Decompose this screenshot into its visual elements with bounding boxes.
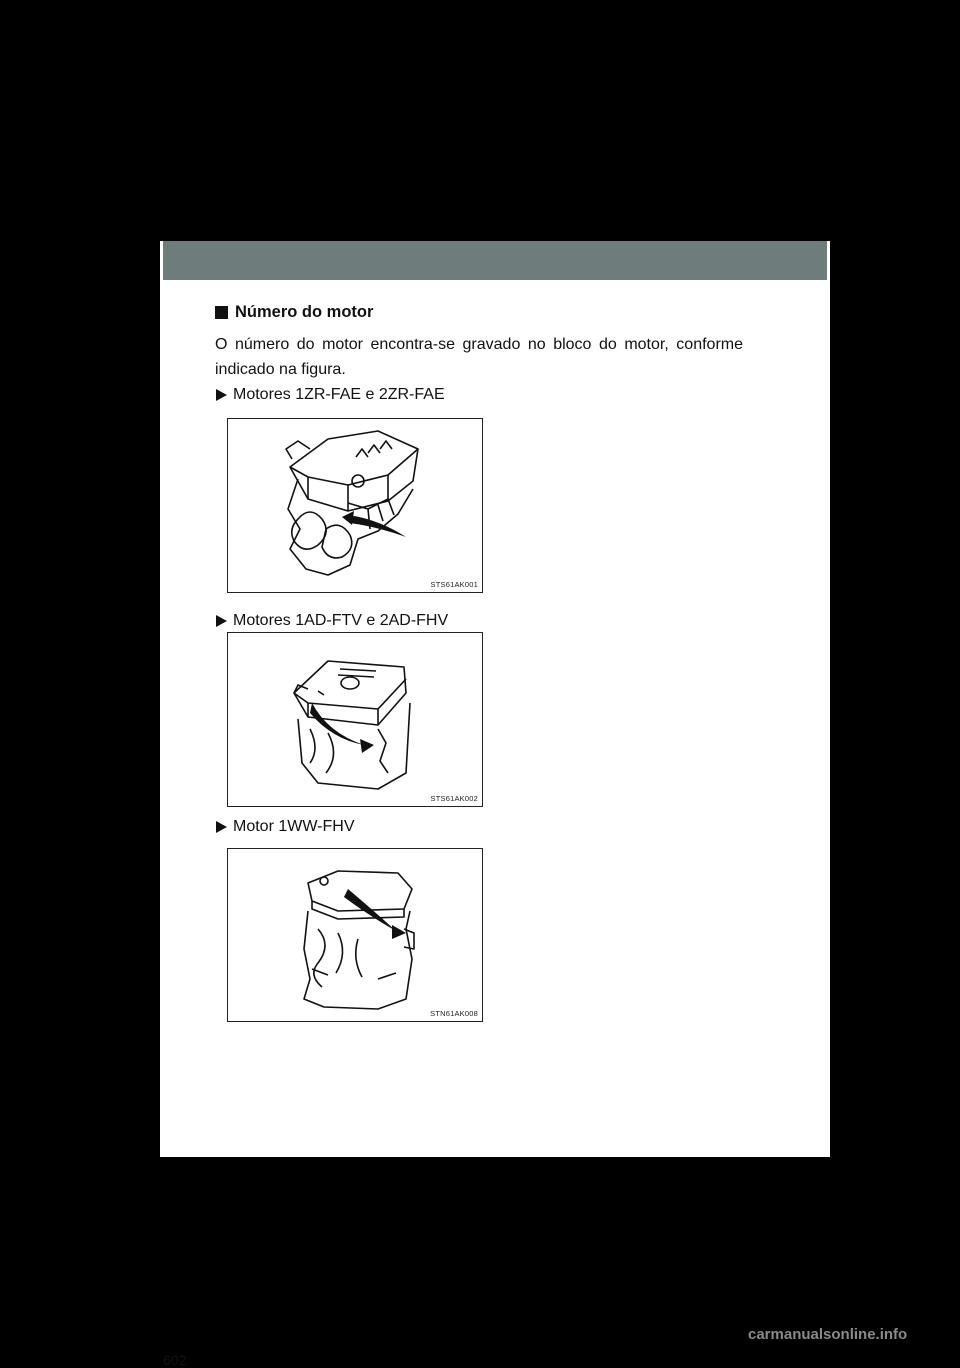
engine-label-3: [216, 818, 354, 836]
triangle-bullet-icon: [216, 821, 227, 833]
engine-label-text: Motores 1ZR-FAE e 2ZR-FAE: [233, 386, 445, 403]
engine-figure-1: [227, 418, 483, 593]
section-title-text: Número do motor: [235, 303, 374, 321]
engine-figure-2: [227, 632, 483, 807]
engine-label-text: Motor 1WW-FHV: [233, 818, 355, 835]
section-title: [215, 303, 373, 322]
triangle-bullet-icon: [216, 615, 227, 627]
section-body: O número do motor encontra-se gravado no bloco do motor, conforme indicado na figura.: [215, 336, 743, 378]
header-band: [163, 241, 827, 280]
engine-1ad-illustration: [228, 633, 482, 806]
square-bullet-icon: [215, 306, 228, 319]
triangle-bullet-icon: [216, 389, 227, 401]
engine-1ww-illustration: [228, 849, 482, 1021]
engine-label-text: Motores 1AD-FTV e 2AD-FHV: [233, 612, 449, 629]
engine-figure-3: [227, 848, 483, 1022]
engine-label-2: [216, 612, 448, 630]
figure-code-2: STS61AK002: [430, 794, 478, 803]
engine-1zr-illustration: [228, 419, 482, 592]
watermark[interactable]: carmanualsonline.info: [748, 1326, 908, 1343]
figure-code-3: STN61AK008: [430, 1009, 478, 1018]
page-number: 602: [163, 1352, 187, 1368]
engine-label-1: [216, 386, 445, 404]
figure-code-1: STS61AK001: [430, 580, 478, 589]
